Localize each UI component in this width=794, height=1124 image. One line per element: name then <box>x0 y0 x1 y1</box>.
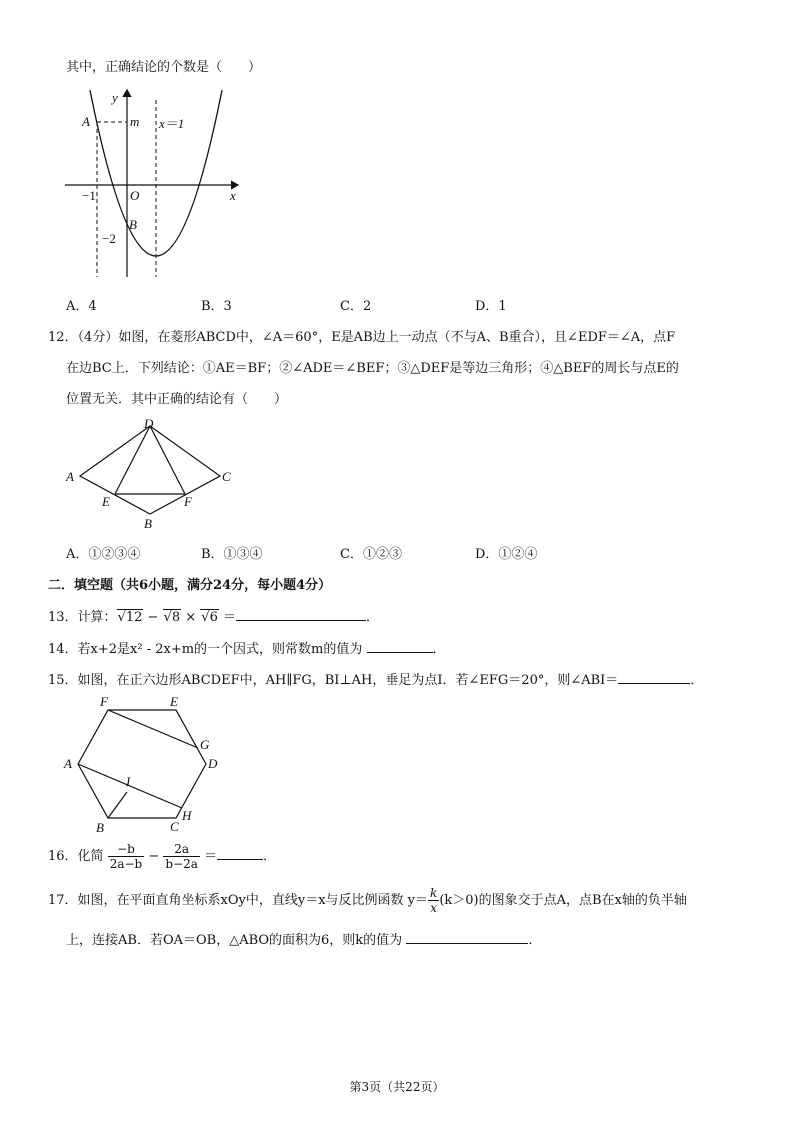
q13-eq: ＝ <box>218 610 236 625</box>
rhombus-figure <box>60 414 245 534</box>
point-b-label: B <box>129 217 137 232</box>
q14-answer-blank[interactable] <box>367 640 433 653</box>
hex-h-label: H <box>182 808 192 823</box>
page-footer: 第3页（共22页） <box>349 1080 445 1094</box>
q13-sqrt12: √12 <box>117 610 143 625</box>
q15-end: ． <box>690 673 704 688</box>
q16-eq: ＝ <box>204 849 218 864</box>
q14-text: 14．若x+2是x² - 2x+m的一个因式，则常数m的值为 <box>48 642 363 657</box>
origin-label: O <box>130 188 140 203</box>
q16-answer-blank[interactable] <box>217 847 263 860</box>
hex-c-label: C <box>170 819 179 834</box>
q16-prefix: 16．化简 <box>48 849 104 864</box>
option-b: B．3 <box>201 299 232 314</box>
q15 <box>48 669 703 688</box>
q12-option-c: C．①②③ <box>340 547 402 562</box>
q13-times: × <box>181 610 201 625</box>
vertex-a-label: A <box>66 469 74 484</box>
hex-f-label: F <box>100 694 108 709</box>
q16-fraction-1: $\frac{-b}{2a-b}$ <box>109 842 143 871</box>
question-stem-tail: 其中，正确结论的个数是（ ） <box>66 60 262 75</box>
q12-option-b: B．①③④ <box>201 547 263 562</box>
hex-b-label: B <box>96 820 104 835</box>
q17-line1 <box>48 886 687 915</box>
point-a-label: A <box>82 114 90 129</box>
q17-text-1a: 17．如图，在平面直角坐标系xOy中，直线y＝x与反比例函数 y＝ <box>48 893 429 908</box>
point-f-label: F <box>184 494 192 509</box>
option-a: A．4 <box>66 299 97 314</box>
q16 <box>48 842 276 871</box>
q16-fraction-2: $\frac{2a}{b-2a}$ <box>165 842 198 871</box>
q12-text-line3: 位置无关．其中正确的结论有（ ） <box>66 392 288 407</box>
q13-minus: − <box>143 610 163 625</box>
hex-i-label: I <box>126 774 131 789</box>
q13-answer-blank[interactable] <box>236 608 366 621</box>
q12-option-d: D．①②④ <box>475 547 538 562</box>
q13-prefix: 13．计算： <box>48 610 117 625</box>
q15-text: 15．如图，在正六边形ABCDEF中，AH∥FG，BI⊥AH，垂足为点I．若∠EFG＝20°，则∠ABI＝ <box>48 673 619 688</box>
point-e-label: E <box>102 494 110 509</box>
parabola-graph <box>60 82 250 282</box>
q17-text-1b: (k＞0)的图象交于点A，点B在x轴的负半轴 <box>439 893 687 908</box>
m-label: m <box>130 114 140 129</box>
vertex-b-label: B <box>144 516 152 531</box>
hex-e-label: E <box>170 694 178 709</box>
q12-option-a: A．①②③④ <box>66 547 141 562</box>
q13-sqrt6: √6 <box>201 610 218 625</box>
q13 <box>48 606 379 625</box>
q17-text-2: 上，连接AB．若OA＝OB，△ABO的面积为6，则k的值为 <box>66 933 403 948</box>
neg-two-label: −2 <box>102 231 116 246</box>
q12-text-line2: 在边BC上．下列结论：①AE＝BF；②∠ADE＝∠BEF；③△DEF是等边三角形；④△BEF的周长与点E的 <box>66 361 679 376</box>
hex-a-label: A <box>64 756 72 771</box>
section-heading: 二．填空题（共6小题，满分24分，每小题4分） <box>48 578 332 593</box>
q14-end: ． <box>432 642 446 657</box>
q14 <box>48 638 446 657</box>
neg-one-label: −1 <box>82 188 96 203</box>
axis-of-symmetry-label: x＝1 <box>159 116 185 131</box>
hexagon-figure <box>60 692 220 837</box>
hex-d-label: D <box>208 756 218 771</box>
q13-end: ． <box>365 610 379 625</box>
vertex-c-label: C <box>222 469 231 484</box>
q17-end: ． <box>528 933 542 948</box>
q17-fraction: $\frac{k}{x}$ <box>430 886 438 915</box>
q13-sqrt8: √8 <box>163 610 181 625</box>
q17-line2 <box>66 929 541 948</box>
option-d: D．1 <box>475 299 507 314</box>
vertex-d-label: D <box>144 416 154 431</box>
y-axis-label: y <box>112 90 118 105</box>
q16-minus: − <box>148 849 160 864</box>
x-axis-label: x <box>230 188 236 203</box>
option-c: C．2 <box>340 299 372 314</box>
q17-answer-blank[interactable] <box>406 931 528 944</box>
q16-end: ． <box>263 849 277 864</box>
q12-text-line1: 12．（4分）如图，在菱形ABCD中，∠A＝60°，E是AB边上一动点（不与A、B重合），且∠EDF＝∠A，点F <box>48 330 676 345</box>
q15-answer-blank[interactable] <box>618 671 690 684</box>
hex-g-label: G <box>200 737 210 752</box>
